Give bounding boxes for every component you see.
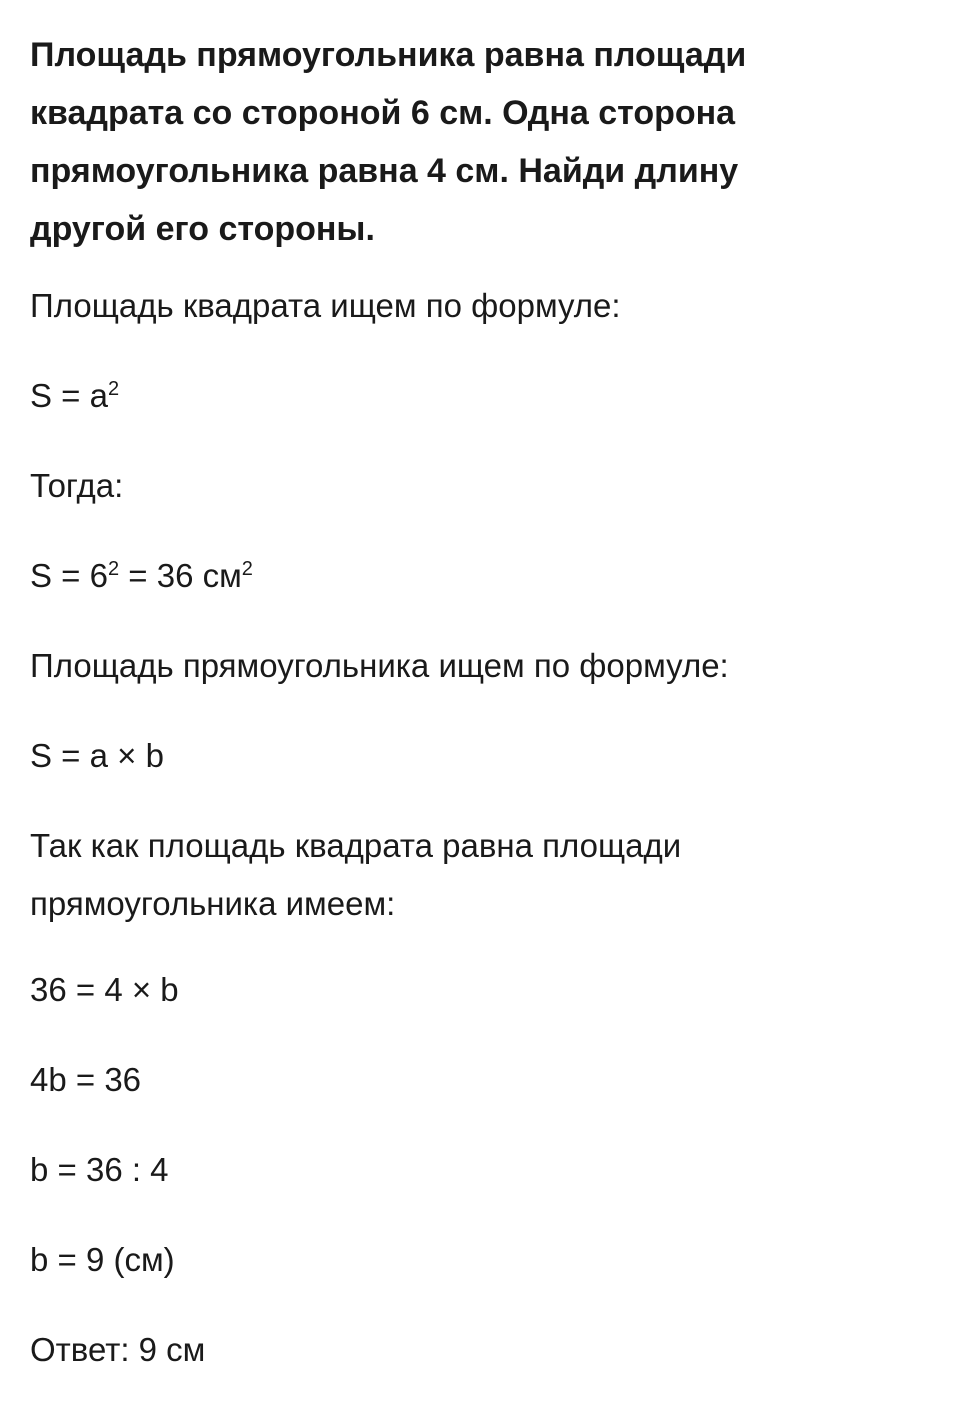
equation-2: 4b = 36 (30, 1061, 142, 1098)
problem-statement (30, 26, 940, 258)
problem-line-2: квадрата со стороной 6 см. Одна сторона (30, 94, 736, 132)
problem-line-3: прямоугольника равна 4 см. Найди длину (30, 152, 739, 190)
solution-document (30, 26, 940, 1368)
answer: Ответ: 9 см (30, 1331, 206, 1368)
rect-formula-intro: Площадь прямоугольника ищем по формуле: (30, 647, 729, 684)
equality-line-2: прямоугольника имеем: (30, 885, 396, 922)
equality-statement (30, 817, 681, 933)
then-label: Тогда: (30, 467, 124, 504)
square-area-formula (30, 376, 119, 416)
square-area-calc (30, 556, 253, 596)
square-formula-intro: Площадь квадрата ищем по формуле: (30, 287, 621, 324)
formula-base: S = a (30, 377, 108, 414)
formula-exponent: 2 (107, 378, 120, 400)
rect-area-formula: S = a × b (30, 737, 164, 774)
equation-4: b = 9 (см) (30, 1241, 175, 1278)
problem-line-4: другой его стороны. (30, 210, 375, 248)
problem-line-1: Площадь прямоугольника равна площади (30, 36, 747, 74)
calc-exponent-2: 2 (241, 558, 253, 580)
calc-part-a: S = 6 (30, 557, 108, 594)
calc-exponent-1: 2 (107, 558, 120, 580)
equality-line-1: Так как площадь квадрата равна площади (30, 827, 682, 864)
equation-3: b = 36 : 4 (30, 1151, 169, 1188)
calc-part-b: = 36 см (119, 557, 242, 594)
equation-1: 36 = 4 × b (30, 971, 179, 1008)
